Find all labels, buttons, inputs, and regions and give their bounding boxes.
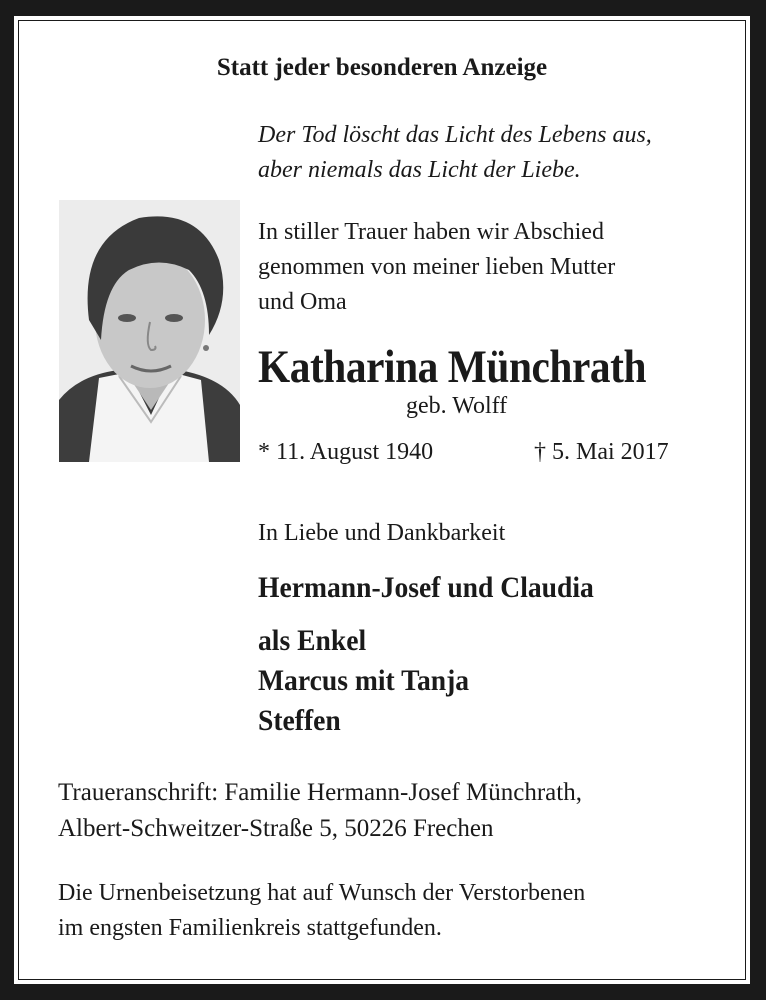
intro-line-2: genommen von meiner lieben Mutter	[258, 254, 616, 280]
survivor-line-3: Marcus mit Tanja	[258, 664, 470, 697]
survivor-line-2: als Enkel	[258, 624, 367, 657]
deceased-name: Katharina Münchrath	[258, 341, 647, 393]
intro-line-1: In stiller Trauer haben wir Abschied	[258, 219, 604, 245]
obituary-card	[14, 16, 750, 984]
note-line-2: im engsten Familienkreis stattgefunden.	[58, 915, 442, 941]
quote-line-1: Der Tod löscht das Licht des Lebens aus,	[258, 122, 652, 148]
header-line: Statt jeder besonderen Anzeige	[216, 54, 548, 81]
intro-line-3: und Oma	[258, 289, 347, 315]
address-line-1: Traueranschrift: Familie Hermann-Josef Münchrath,	[58, 779, 582, 806]
death-date: † 5. Mai 2017	[534, 439, 669, 465]
portrait-photo	[59, 200, 240, 462]
note-line-1: Die Urnenbeisetzung hat auf Wunsch der Verstorbenen	[58, 880, 586, 906]
survivor-line-4: Steffen	[258, 704, 341, 737]
quote-line-2: aber niemals das Licht der Liebe.	[258, 157, 581, 183]
address-line-2: Albert-Schweitzer-Straße 5, 50226 Frechen	[58, 815, 494, 842]
maiden-name: geb. Wolff	[406, 393, 508, 419]
survivor-line-1: Hermann-Josef und Claudia	[258, 571, 594, 604]
dedication-line: In Liebe und Dankbarkeit	[258, 520, 506, 546]
birth-date: * 11. August 1940	[258, 439, 434, 465]
